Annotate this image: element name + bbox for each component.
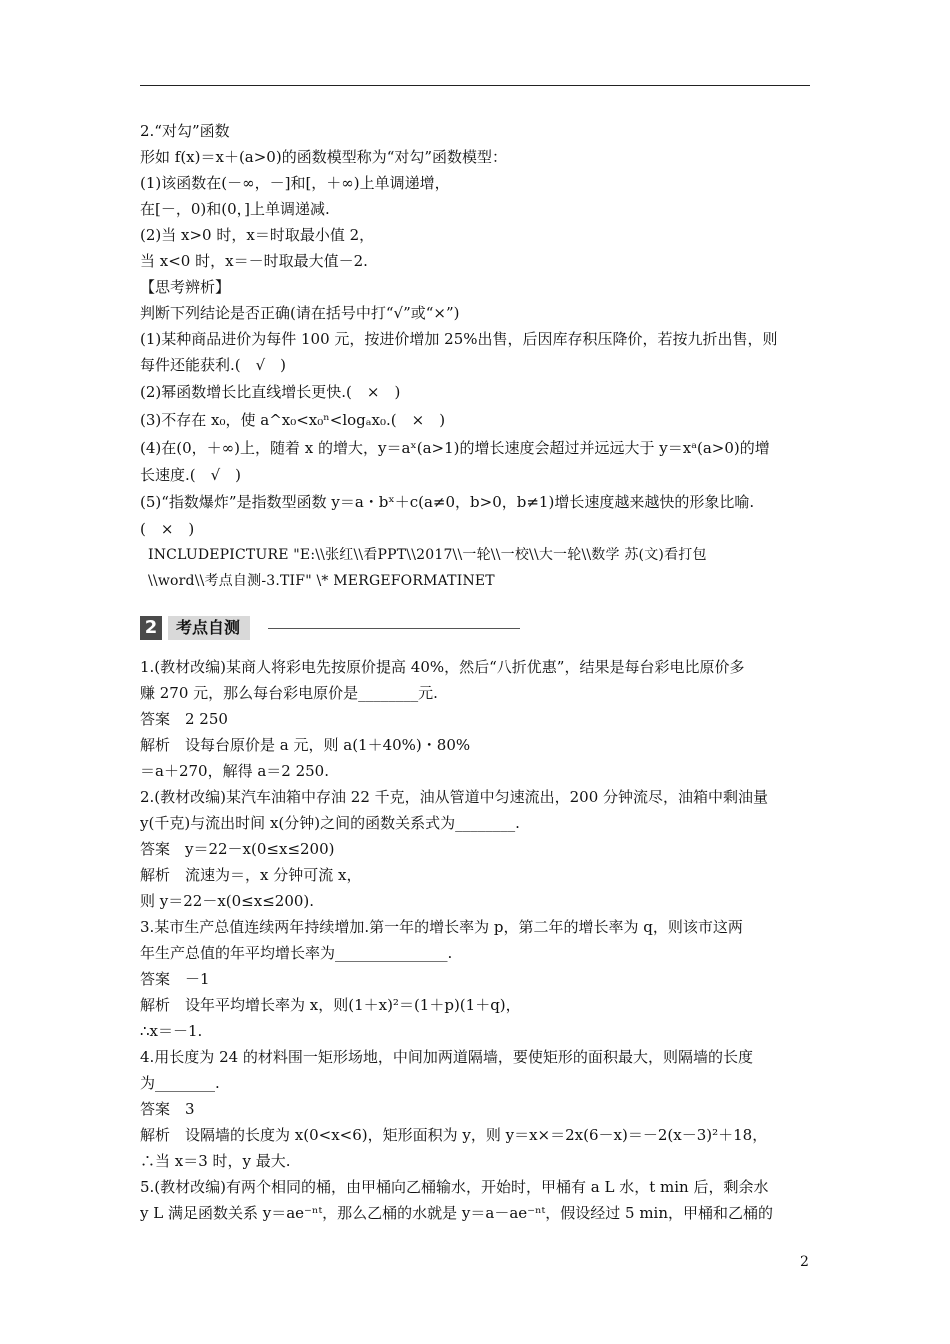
text-line: 年生产总值的年平均增长率为_______________. bbox=[140, 944, 453, 962]
header-rule bbox=[140, 85, 810, 86]
answer-line: 答案 3 bbox=[140, 1100, 195, 1118]
text-line: (1)某种商品进价为每件 100 元，按进价增加 25%出售，后因库存积压降价，若按九折出售，则 bbox=[140, 330, 778, 348]
solution-line: ∴当 x＝3 时，y 最大. bbox=[140, 1152, 291, 1170]
text-line: y(千克)与流出时间 x(分钟)之间的函数关系式为________. bbox=[140, 814, 520, 832]
text-line: (2)幂函数增长比直线增长更快.( × ) bbox=[140, 383, 401, 401]
text-line: 在[－，0)和(0，]上单调递减. bbox=[140, 200, 330, 218]
solution-line: 则 y＝22－x(0≤x≤200). bbox=[140, 892, 315, 910]
text-line: 为________. bbox=[140, 1074, 220, 1092]
solution-line: 解析 设年平均增长率为 x，则(1＋x)²＝(1＋p)(1＋q)， bbox=[140, 996, 521, 1014]
document-body bbox=[140, 118, 820, 1226]
text-line: 2.“对勾”函数 bbox=[140, 122, 230, 140]
text-line: 当 x<0 时，x＝－时取最大值－2. bbox=[140, 252, 368, 270]
exercise-block bbox=[140, 654, 820, 1226]
text-line: 5.(教材改编)有两个相同的桶，由甲桶向乙桶输水，开始时，甲桶有 a L 水，t min 后，剩余水 bbox=[140, 1178, 769, 1196]
solution-line: ＝a＋270，解得 a＝2 250. bbox=[140, 762, 329, 780]
field-code-line: INCLUDEPICTURE "E:\\张红\\看PPT\\2017\\一轮\\一校\\大一轮\\数学 苏(文)看打包 bbox=[148, 547, 707, 563]
text-line: 判断下列结论是否正确(请在括号中打“√”或“×”) bbox=[140, 304, 460, 322]
text-line: y L 满足函数关系 y＝ae⁻ⁿᵗ，那么乙桶的水就是 y＝a－ae⁻ⁿᵗ，假设经过 5 min，甲桶和乙桶的 bbox=[140, 1204, 774, 1222]
text-line: (2)当 x>0 时，x＝时取最小值 2， bbox=[140, 226, 375, 244]
text-line: (1)该函数在(－∞，－]和[，＋∞)上单调递增， bbox=[140, 174, 450, 192]
concept-block bbox=[140, 118, 820, 594]
text-line: 1.(教材改编)某商人将彩电先按原价提高 40%，然后“八折优惠”，结果是每台彩电比原价多 bbox=[140, 658, 745, 676]
solution-line: 解析 设隔墙的长度为 x(0<x<6)，矩形面积为 y，则 y＝x×＝2x(6－x)＝－2(x－3)²＋18， bbox=[140, 1126, 768, 1144]
section-number: 2 bbox=[140, 616, 162, 640]
text-line: 2.(教材改编)某汽车油箱中存油 22 千克，油从管道中匀速流出，200 分钟流尽，油箱中剩油量 bbox=[140, 788, 769, 806]
text-line: 3.某市生产总值连续两年持续增加.第一年的增长率为 p，第二年的增长率为 q，则该市这两 bbox=[140, 918, 743, 936]
text-line: (5)“指数爆炸”是指数型函数 y＝a・bˣ＋c(a≠0，b>0，b≠1)增长速度越来越快的形象比喻. bbox=[140, 493, 755, 511]
page-number: 2 bbox=[800, 1254, 809, 1270]
text-line: 4.用长度为 24 的材料围一矩形场地，中间加两道隔墙，要使矩形的面积最大，则隔墙的长度 bbox=[140, 1048, 753, 1066]
answer-line: 答案 －1 bbox=[140, 970, 210, 988]
solution-line: 解析 流速为＝，x 分钟可流 x， bbox=[140, 866, 362, 884]
section-divider bbox=[268, 628, 520, 629]
text-line: (4)在(0，＋∞)上，随着 x 的增大，y＝aˣ(a>1)的增长速度会超过并远远大于 y＝xᵃ(a>0)的增 bbox=[140, 439, 770, 457]
answer-line: 答案 2 250 bbox=[140, 710, 228, 728]
answer-line: 答案 y＝22－x(0≤x≤200) bbox=[140, 840, 335, 858]
text-line: (3)不存在 x₀，使 a^x₀<x₀ⁿ<logₐx₀.( × ) bbox=[140, 411, 446, 429]
text-line: 形如 f(x)＝x＋(a>0)的函数模型称为“对勾”函数模型： bbox=[140, 148, 508, 166]
text-line: 长速度.( √ ) bbox=[140, 466, 242, 484]
solution-line: 解析 设每台原价是 a 元，则 a(1＋40%)・80% bbox=[140, 736, 471, 754]
text-line: ( × ) bbox=[140, 520, 195, 538]
section-header bbox=[140, 604, 820, 654]
text-line: 赚 270 元，那么每台彩电原价是________元. bbox=[140, 684, 438, 702]
field-code-line: \\word\\考点自测-3.TIF" \* MERGEFORMATINET bbox=[148, 573, 495, 589]
solution-line: ∴x＝－1. bbox=[140, 1022, 203, 1040]
subsection-heading: 【思考辨析】 bbox=[140, 278, 231, 296]
text-line: 每件还能获利.( √ ) bbox=[140, 356, 287, 374]
section-title: 考点自测 bbox=[168, 616, 250, 640]
